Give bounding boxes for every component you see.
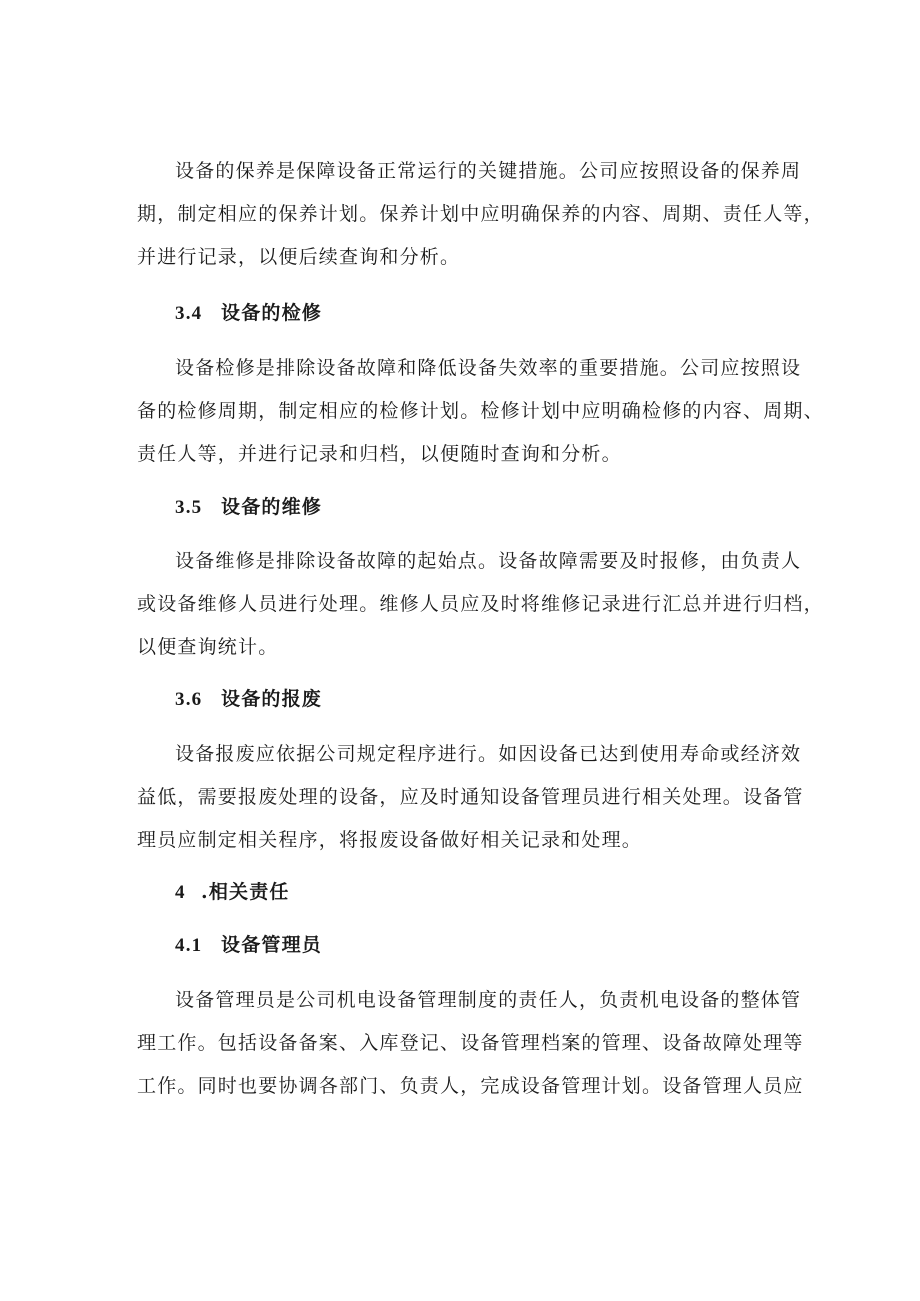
section-title: 设备的报废 [221,688,323,710]
paragraph-line: 期，制定相应的保养计划。保养计划中应明确保养的内容、周期、责任人等， [137,203,824,225]
section-heading-3-4 [175,292,322,335]
paragraph-line: 理员应制定相关程序，将报废设备做好相关记录和处理。 [137,829,643,851]
section-heading-3-6 [175,678,322,721]
paragraph-line: 设备管理员是公司机电设备管理制度的责任人，负责机电设备的整体管 [175,989,802,1011]
paragraph-scrapping [137,733,804,862]
paragraph-line: 理工作。包括设备备案、入库登记、设备管理档案的管理、设备故障处理等 [137,1032,804,1054]
section-number: 3.6 [175,689,203,710]
section-title: .相关责任 [201,881,290,903]
paragraph-line: 以便查询统计。 [137,636,279,658]
paragraph-line: 设备报废应依据公司规定程序进行。如因设备已达到使用寿命或经济效 [175,743,802,765]
paragraph-line: 并进行记录，以便后续查询和分析。 [137,246,461,268]
section-title: 设备的维修 [221,496,323,518]
paragraph-equipment-manager [137,979,804,1108]
section-heading-3-5 [175,486,322,529]
paragraph-line: 设备的保养是保障设备正常运行的关键措施。公司应按照设备的保养周 [175,160,802,182]
section-title: 设备管理员 [221,934,323,956]
section-number: 3.4 [175,303,203,324]
section-number: 4.1 [175,935,203,956]
paragraph-line: 责任人等，并进行记录和归档，以便随时查询和分析。 [137,443,622,465]
paragraph-overhaul [137,347,824,476]
paragraph-line: 益低，需要报废处理的设备，应及时通知设备管理员进行相关处理。设备管 [137,786,804,808]
section-title: 设备的检修 [221,302,323,324]
paragraph-repair [137,540,824,669]
paragraph-line: 工作。同时也要协调各部门、负责人，完成设备管理计划。设备管理人员应 [137,1075,804,1097]
section-number: 3.5 [175,497,203,518]
paragraph-line: 设备维修是排除设备故障的起始点。设备故障需要及时报修，由负责人 [175,550,802,572]
paragraph-line: 备的检修周期，制定相应的检修计划。检修计划中应明确检修的内容、周期、 [137,400,824,422]
section-heading-4 [175,871,290,914]
paragraph-line: 或设备维修人员进行处理。维修人员应及时将维修记录进行汇总并进行归档， [137,593,824,615]
paragraph-maintenance [137,150,824,279]
section-number: 4 [175,882,186,903]
paragraph-line: 设备检修是排除设备故障和降低设备失效率的重要措施。公司应按照设 [175,357,802,379]
section-heading-4-1 [175,924,322,967]
